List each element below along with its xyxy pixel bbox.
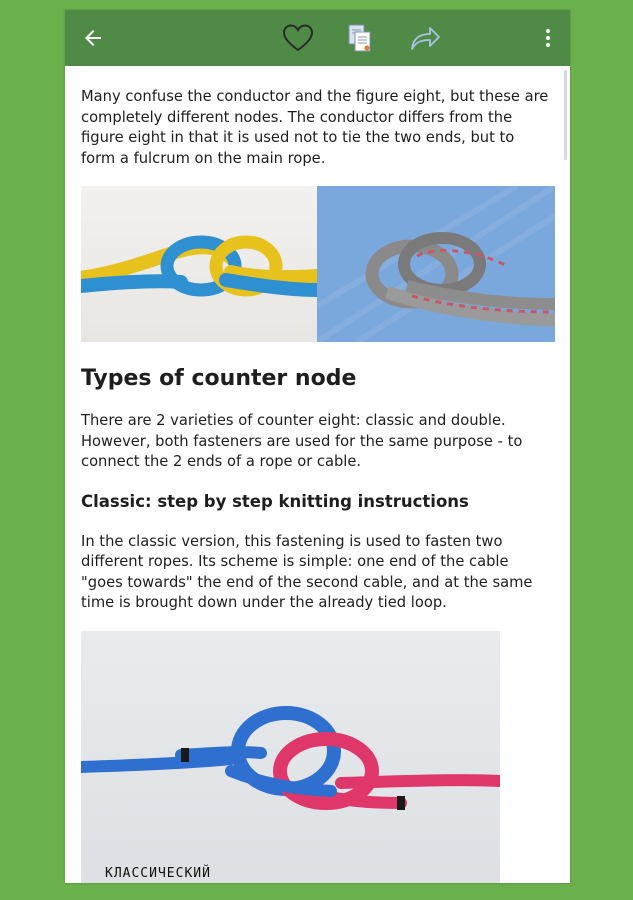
section-heading-classic: Classic: step by step knitting instructions bbox=[81, 491, 469, 511]
share-arrow-icon[interactable] bbox=[405, 18, 445, 58]
blue-red-rope-knot-photo bbox=[81, 631, 500, 884]
yellow-blue-rope-knot-photo bbox=[81, 186, 317, 342]
app-window bbox=[65, 10, 570, 883]
arrow-left-icon[interactable] bbox=[73, 18, 113, 58]
image-caption: КЛАССИЧЕСКИЙ bbox=[105, 865, 211, 881]
article-content bbox=[65, 66, 570, 883]
heart-icon[interactable] bbox=[278, 18, 318, 58]
more-vert-icon[interactable] bbox=[528, 18, 568, 58]
types-paragraph: There are 2 varieties of counter eight: classic and double. However, both fasteners are used for the same purpose - to connect the 2 ends of a rope or cable. bbox=[81, 412, 523, 470]
section-heading-types: Types of counter node bbox=[81, 366, 357, 391]
gray-red-rope-knot-photo bbox=[317, 186, 555, 342]
image-row bbox=[81, 186, 555, 342]
classic-paragraph: In the classic version, this fastening is used to fasten two different ropes. Its scheme is simple: one end of the cable "goes towards" the end of the second cable, and at the same time is brought down under the already tied loop. bbox=[81, 532, 533, 611]
intro-paragraph: Many confuse the conductor and the figure eight, but these are completely different nodes. The conductor differs from the figure eight in that it is used not to tie the two ends, but to form a fulcrum on the main rope. bbox=[81, 88, 549, 167]
copy-document-icon[interactable] bbox=[340, 18, 380, 58]
app-toolbar bbox=[65, 10, 570, 66]
